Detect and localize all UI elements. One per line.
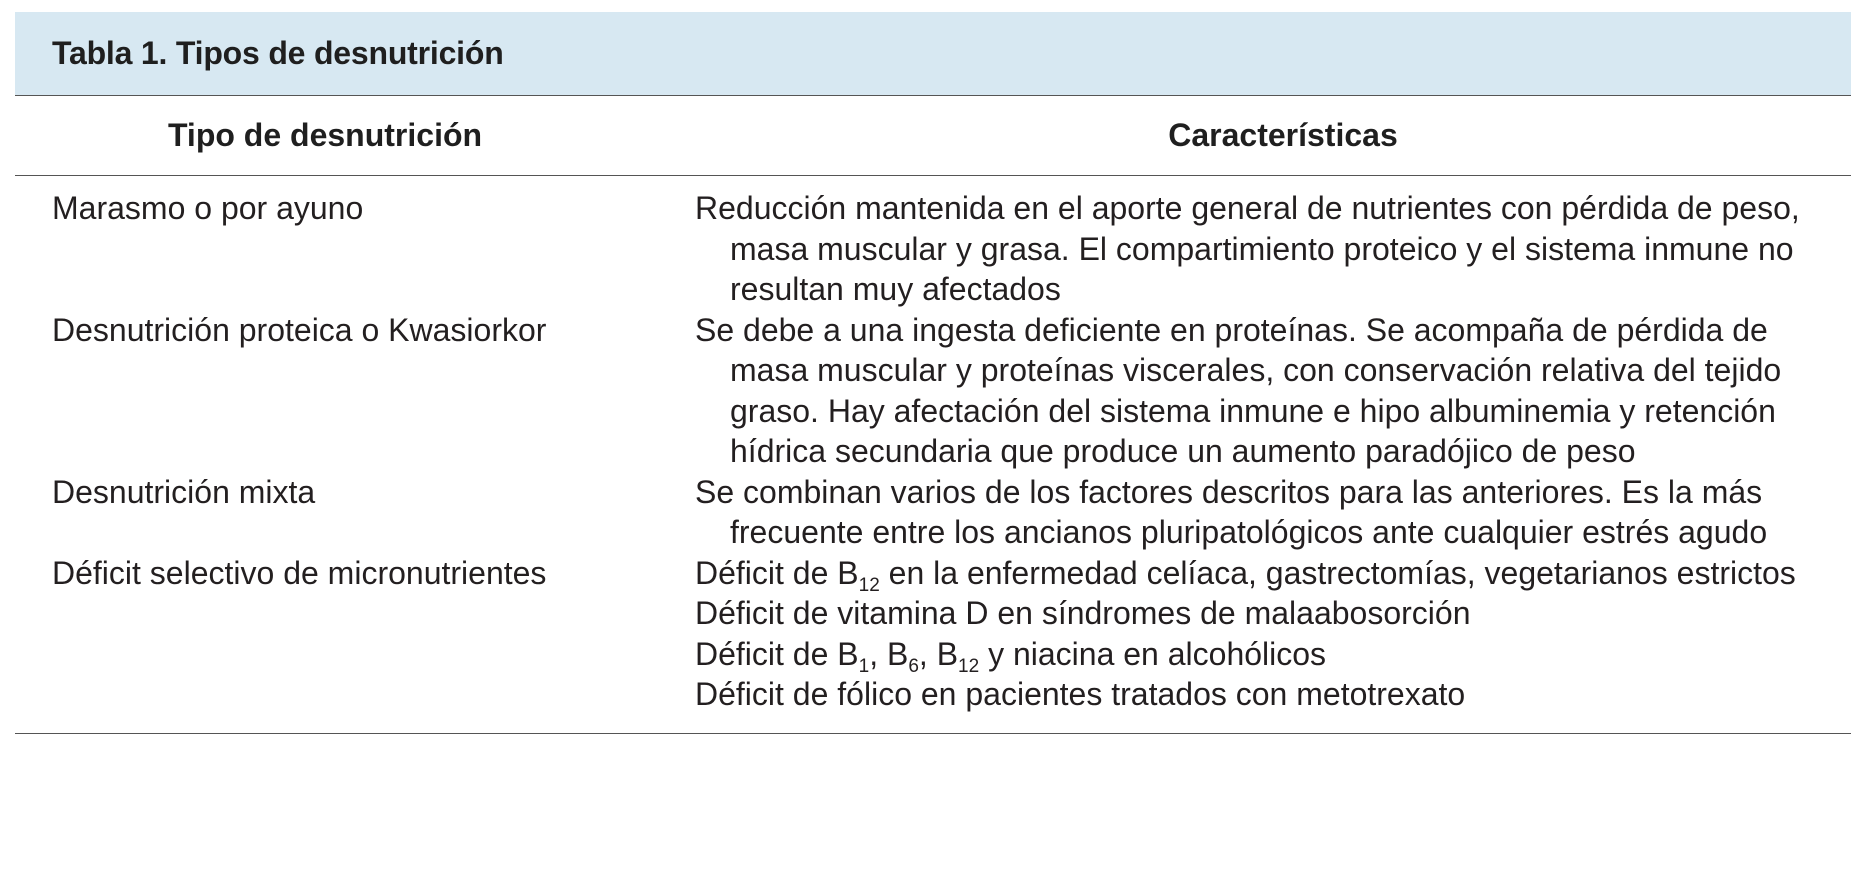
- characteristic-text: Se debe a una ingesta deficiente en proteínas. Se acompaña de pérdida de masa muscular y proteínas viscerales, con conservación relativa del tejido graso. Hay afectación del sistema inmune e hipo albuminemia y retención hídrica secundaria que produce un aumento paradójico de peso: [695, 311, 1782, 469]
- cell-type: Desnutrición proteica o Kwasiorkor: [52, 311, 547, 348]
- cell-type: Desnutrición mixta: [52, 473, 316, 510]
- cell-characteristics: [695, 472, 1835, 553]
- table-header-row: [15, 96, 1851, 176]
- table-row: [15, 188, 1851, 310]
- cell-type: Marasmo o por ayuno: [52, 190, 364, 226]
- characteristic-text: Reducción mantenida en el aporte general de nutrientes con pérdida de peso, masa muscular y grasa. El compartimiento proteico y el sistema inmune no resultan muy afectados: [695, 190, 1800, 307]
- table-row: [15, 472, 1851, 553]
- column-header-type: Tipo de desnutrición: [167, 117, 483, 153]
- characteristic-text: Déficit de $B_{12}$ en la enfermedad celíaca, gastrectomías, vegetarianos estrictos: [695, 554, 1796, 596]
- characteristic-text: Déficit de $B_1$, $B_6$, $B_{12}$ y niacina en alcohólicos: [695, 635, 1327, 677]
- table-title-bar: [15, 12, 1851, 96]
- cell-characteristics: [695, 188, 1835, 310]
- cell-characteristics: [695, 553, 1835, 715]
- column-header-characteristics: Características: [1168, 117, 1398, 153]
- characteristic-text: Se combinan varios de los factores descritos para las anteriores. Es la más frecuente entre los ancianos pluripatológicos ante cualquier estrés agudo: [695, 473, 1768, 550]
- table-row: [15, 310, 1851, 472]
- table-row: [15, 553, 1851, 715]
- cell-characteristics: [695, 310, 1835, 472]
- table-body: [15, 176, 1851, 734]
- characteristic-text: Déficit de vitamina D en síndromes de malaabosorción: [695, 595, 1471, 631]
- cell-type: Déficit selectivo de micronutrientes: [52, 554, 547, 591]
- table: [15, 12, 1851, 734]
- characteristic-text: Déficit de fólico en pacientes tratados con metotrexato: [695, 676, 1466, 712]
- table-title: Tabla 1. Tipos de desnutrición: [52, 35, 504, 71]
